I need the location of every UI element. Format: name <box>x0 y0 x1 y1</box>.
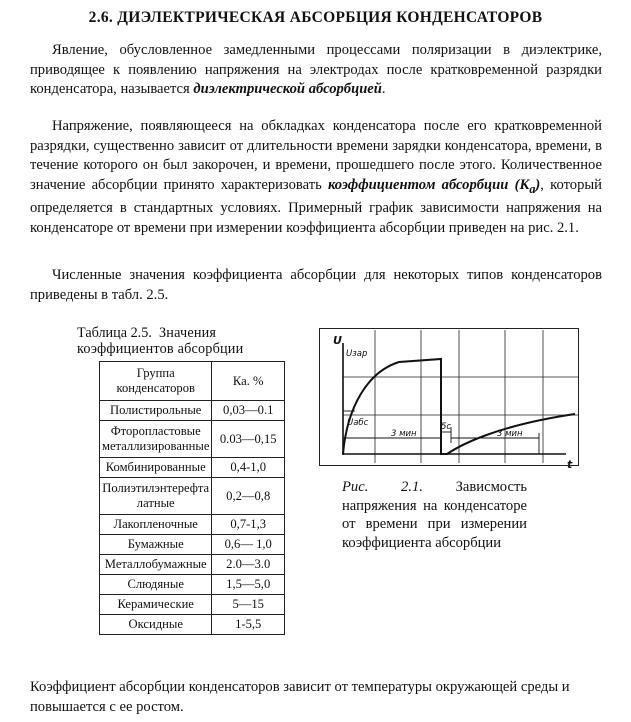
table-row <box>100 575 285 595</box>
table-row <box>100 595 285 615</box>
figure-grid <box>343 330 578 463</box>
table-cell-value: 1-5,5 <box>212 615 285 635</box>
paragraph-table-ref: Численные значения коэффициента абсорбции для некоторых типов конденсаторов приведены в табл. 2.5. <box>30 267 602 303</box>
table-cell-type: Полистирольные <box>100 401 212 421</box>
table-header-group: Группа конденсаторов <box>100 362 212 401</box>
section-title: 2.6. ДИЭЛЕКТРИЧЕСКАЯ АБСОРБЦИЯ КОНДЕНСАТОРОВ <box>88 9 543 26</box>
figure-caption-text: Зависмость напряжения на конденсаторе от времени при измерении коэффициента абсорбции <box>342 479 527 551</box>
table-row <box>100 535 285 555</box>
charge-voltage-label: Uзар <box>346 349 368 359</box>
paragraph-temperature: Коэффициент абсорбции конденсаторов зависит от температуры окружающей среды и повышается с ее ростом. <box>30 679 570 715</box>
figure-label: Рис. 2.1. <box>342 479 423 495</box>
table-cell-type: Комбинированные <box>100 458 212 478</box>
axis-y-label: U <box>333 334 342 347</box>
term-absorption-coefficient <box>327 176 541 196</box>
table-caption-text: Значения коэффициентов абсорбции <box>77 325 244 357</box>
table-cell-type: Полиэтилэнтерефта латные <box>100 478 212 515</box>
term-ka-close: ) <box>535 176 541 193</box>
p1-end: . <box>381 81 386 98</box>
figure-caption <box>342 478 527 552</box>
time-label-3min-b: 3 мин <box>497 429 523 439</box>
table-cell-type: Бумажные <box>100 535 212 555</box>
table-cell-value: 0,2—0,8 <box>212 478 285 515</box>
table-caption-label: Таблица 2.5. <box>77 325 152 341</box>
term-ka-subscript: а <box>529 181 536 196</box>
paragraph-voltage <box>30 117 602 238</box>
paragraph-definition <box>30 41 602 100</box>
table-cell-type: Слюдяные <box>100 575 212 595</box>
table-row <box>100 615 285 635</box>
axis-x-label: t <box>567 458 573 470</box>
table-cell-value: 0.03—0,15 <box>212 421 285 458</box>
table-row <box>100 458 285 478</box>
table-row <box>100 478 285 515</box>
table-cell-type: Фторопластовые металлизированные <box>100 421 212 458</box>
term-dielectric-absorption: диэлектрической абсорбцией <box>193 81 382 98</box>
table-cell-value: 1,5—5,0 <box>212 575 285 595</box>
time-label-5s: 5с <box>441 422 452 432</box>
table-cell-type: Металлобумажные <box>100 555 212 575</box>
p2-rest: , который определяется в стандартных условиях. Примерный график зависимости напряжения на конденсаторе от времени при измерении коэффициента абсорбции приведен на рис. 2.1. <box>30 176 602 236</box>
table-cell-value: 0,7-1,3 <box>212 515 285 535</box>
absorption-voltage-label: Uабс <box>347 418 369 428</box>
absorption-table <box>99 361 285 635</box>
table-cell-value: 0,4-1,0 <box>212 458 285 478</box>
table-cell-value: 0,03—0.1 <box>212 401 285 421</box>
p1-text: Явление, обусловленное замедленными процессами поляризации в диэлектрике, приводящее к появлению напряжения на электродах после кратковременной разрядки конденсатора, называется <box>30 42 602 98</box>
term-ka-text: коэффициентом абсорбции (К <box>327 176 530 193</box>
absorption-figure <box>319 328 581 470</box>
table-cell-value: 2.0—3.0 <box>212 555 285 575</box>
table-cell-type: Керамические <box>100 595 212 615</box>
table-row <box>100 555 285 575</box>
table-cell-type: Оксидные <box>100 615 212 635</box>
table-cell-value: 0,6— 1,0 <box>212 535 285 555</box>
table-caption <box>77 325 287 357</box>
table-cell-type: Лакопленочные <box>100 515 212 535</box>
table-row <box>100 515 285 535</box>
table-cell-value: 5—15 <box>212 595 285 615</box>
table-header-ka: Ка. % <box>212 362 285 401</box>
table-row <box>100 421 285 458</box>
p2-text: Напряжение, появляющееся на обкладках конденсатора после его кратковременной разрядки, существенно зависит от длительности времени зарядки конденсатора, времени, в течение которого он был закорочен, и времени, прошедшего после этого. Количественное значение абсорбции принято характеризовать <box>30 118 602 193</box>
time-label-3min-a: 3 мин <box>391 429 417 439</box>
table-row <box>100 401 285 421</box>
